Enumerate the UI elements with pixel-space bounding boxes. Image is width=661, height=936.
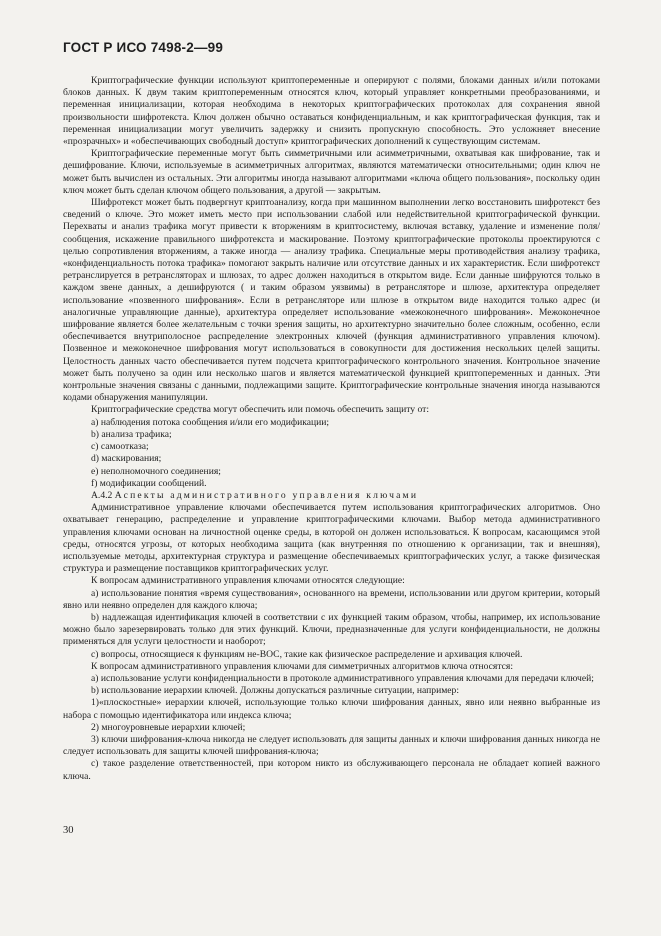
list-item: c) вопросы, относящиеся к функциям не-ВОС, такие как физическое распределение и архивация ключей. bbox=[91, 648, 523, 660]
list-item: b) анализа трафика; bbox=[91, 428, 172, 440]
list-item: b) использование иерархии ключей. Должны допускаться различные ситуации, например: bbox=[91, 685, 460, 697]
list-item: d) маскирования; bbox=[91, 453, 162, 465]
paragraph: К вопросам административного управления ключами для симметричных алгоритмов ключа относятся: bbox=[91, 660, 513, 672]
list-item: c) такое разделение ответственностей, при котором никто из обслуживающего персонала не обладает копией важного ключа. bbox=[63, 758, 600, 782]
paragraph: Криптографические функции используют криптопеременные и оперируют с полями, блоками данных и/или потоками блоков данных. К двум таким криптопеременным относятся ключ, который управляет конкретными преобразованиями, и переменная инициализации, которая необходима в некоторых криптографических протоколах для сохранения явной произвольности шифротекста. Ключ должен обычно оставаться конфиденциальным, и как криптографическая функция, так и переменная инициализации могут увеличить задержку и снизить пропускную способность. Это усложняет внесение «прозрачных» и «обеспечивающих свободный доступ» криптографических дополнений к существующим системам. bbox=[63, 75, 600, 148]
list-item: 3) ключи шифрования-ключа никогда не следует использовать для защиты данных и ключи шифрования данных никогда не следует использовать для защиты ключей шифрования-ключа; bbox=[63, 733, 600, 758]
paragraph: К вопросам административного управления ключами относятся следующие: bbox=[91, 575, 405, 587]
list-item: c) самоотказа; bbox=[91, 441, 149, 453]
page-header: ГОСТ Р ИСО 7498-2—99 bbox=[63, 40, 224, 55]
list-item: a) использование услуги конфиденциальности в протоколе административного управления ключами для передачи ключей; bbox=[91, 672, 594, 684]
section-heading bbox=[63, 490, 600, 502]
list-item: 1)«плоскостные» иерархии ключей, использующие только ключи шифрования данных, явно или неявно выбранные из набора с помощью идентификатора или индекса ключа; bbox=[63, 697, 600, 721]
page-content bbox=[63, 75, 600, 783]
key-management-list bbox=[63, 588, 600, 661]
list-item: e) неполномочного соединения; bbox=[91, 465, 221, 477]
section-title: Аспекты административного управления ключами bbox=[114, 489, 419, 501]
paragraph: Криптографические средства могут обеспечить или помочь обеспечить защиту от: bbox=[91, 404, 430, 416]
threat-list bbox=[63, 417, 600, 490]
list-item: f) модификации сообщений. bbox=[91, 477, 207, 489]
section-number: А.4.2 bbox=[91, 489, 113, 501]
page-number: 30 bbox=[63, 825, 74, 836]
list-item: a) наблюдения потока сообщения и/или его модификации; bbox=[91, 416, 330, 428]
list-item: 2) многоуровневые иерархии ключей; bbox=[91, 721, 246, 733]
list-item: b) надлежащая идентификация ключей в соответствии с их функцией таким образом, чтобы, например, их использование можно было зарезервировать только для этих функций. Ключи, предназначенные для услуги конфиденциальности, не должны применяться для услуги целостности и наоборот; bbox=[63, 611, 600, 648]
paragraph: Административное управление ключами обеспечивается путем использования криптографических алгоритмов. Оно охватывает генерацию, распределение и управление криптографическими ключами. Выбор метода административного управления ключами основан на личностной оценке среды, в которой он должен использоваться. К вопросам, касающимся этой среды, относятся угрозы, от которых необходима защита (как внутренняя по отношению к организации, так и внешняя), используемые методы, архитектурная структура и размещение обеспечиваемых криптографических услуг, а также физическая структура и размещение поставщиков криптографических услуг. bbox=[63, 502, 600, 575]
paragraph: Криптографические переменные могут быть симметричными или асимметричными, охватывая как шифрование, так и дешифрование. Ключи, используемые в асимметричных алгоритмах, являются математически относительными; один ключ не может быть вычислен из остальных. Эти алгоритмы иногда называют алгоритмами «ключа общего пользования», поскольку один ключ может быть сделан ключом общего пользования, а другой — закрытым. bbox=[63, 148, 600, 196]
symmetric-list bbox=[63, 673, 600, 783]
paragraph: Шифротекст может быть подвергнут криптоанализу, когда при машинном выполнении легко восстановить шифротекст без сведений о ключе. Это может иметь место при использовании слабой или недействительной криптографической функции. Перехваты и анализ трафика могут привести к вторжениям в криптосистему, включая вставку, удаление и изменение поля/сообщения, искажение правильного шифротекста и маскирование. Поэтому криптографические протоколы проектируются с целью сопротивления вторжениям, а также иногда — анализу трафика. Специальные меры противодействия анализу трафика, «конфиденциальность потока трафика» помогают закрыть наличие или отсутствие данных и их характеристик. Если шифротекст ретранслируется в ретрансляторах и шлюзах, то адрес должен находиться в открытом виде. Если данные шифруются только в каждом звене данных, а дешифруются ( и таким образом уязвимы) в ретрансляторе и шлюзе, архитектура определяет использование «позвенного шифрования». Если в ретрансляторе или шлюзе в открытом виде находится только адрес (и аналогичные управляющие данные), архитектура определяет использование «межоконечного шифрования». Межоконечное шифрование является более желательным с точки зрения защиты, но архитектурно значительно более сложным, особенно, если обеспечивается внутриполосное распределение электронных ключей (функция административного управления ключом). Позвенное и межоконечное шифрования могут использоваться в совокупности для достижения нескольких целей защиты. Целостность данных часто обеспечивается путем подсчета криптографического контрольного значения. Контрольное значение может быть получено за один или несколько шагов и является математической функцией криптопеременных и данных. Эти контрольные значения связаны с данными, подлежащими защите. Криптографические контрольные значения иногда называются кодами обнаружения манипуляции. bbox=[63, 197, 600, 404]
list-item: a) использование понятия «время существования», основанного на времени, использовании или другом критерии, который явно или неявно определен для каждого ключа; bbox=[63, 587, 600, 611]
